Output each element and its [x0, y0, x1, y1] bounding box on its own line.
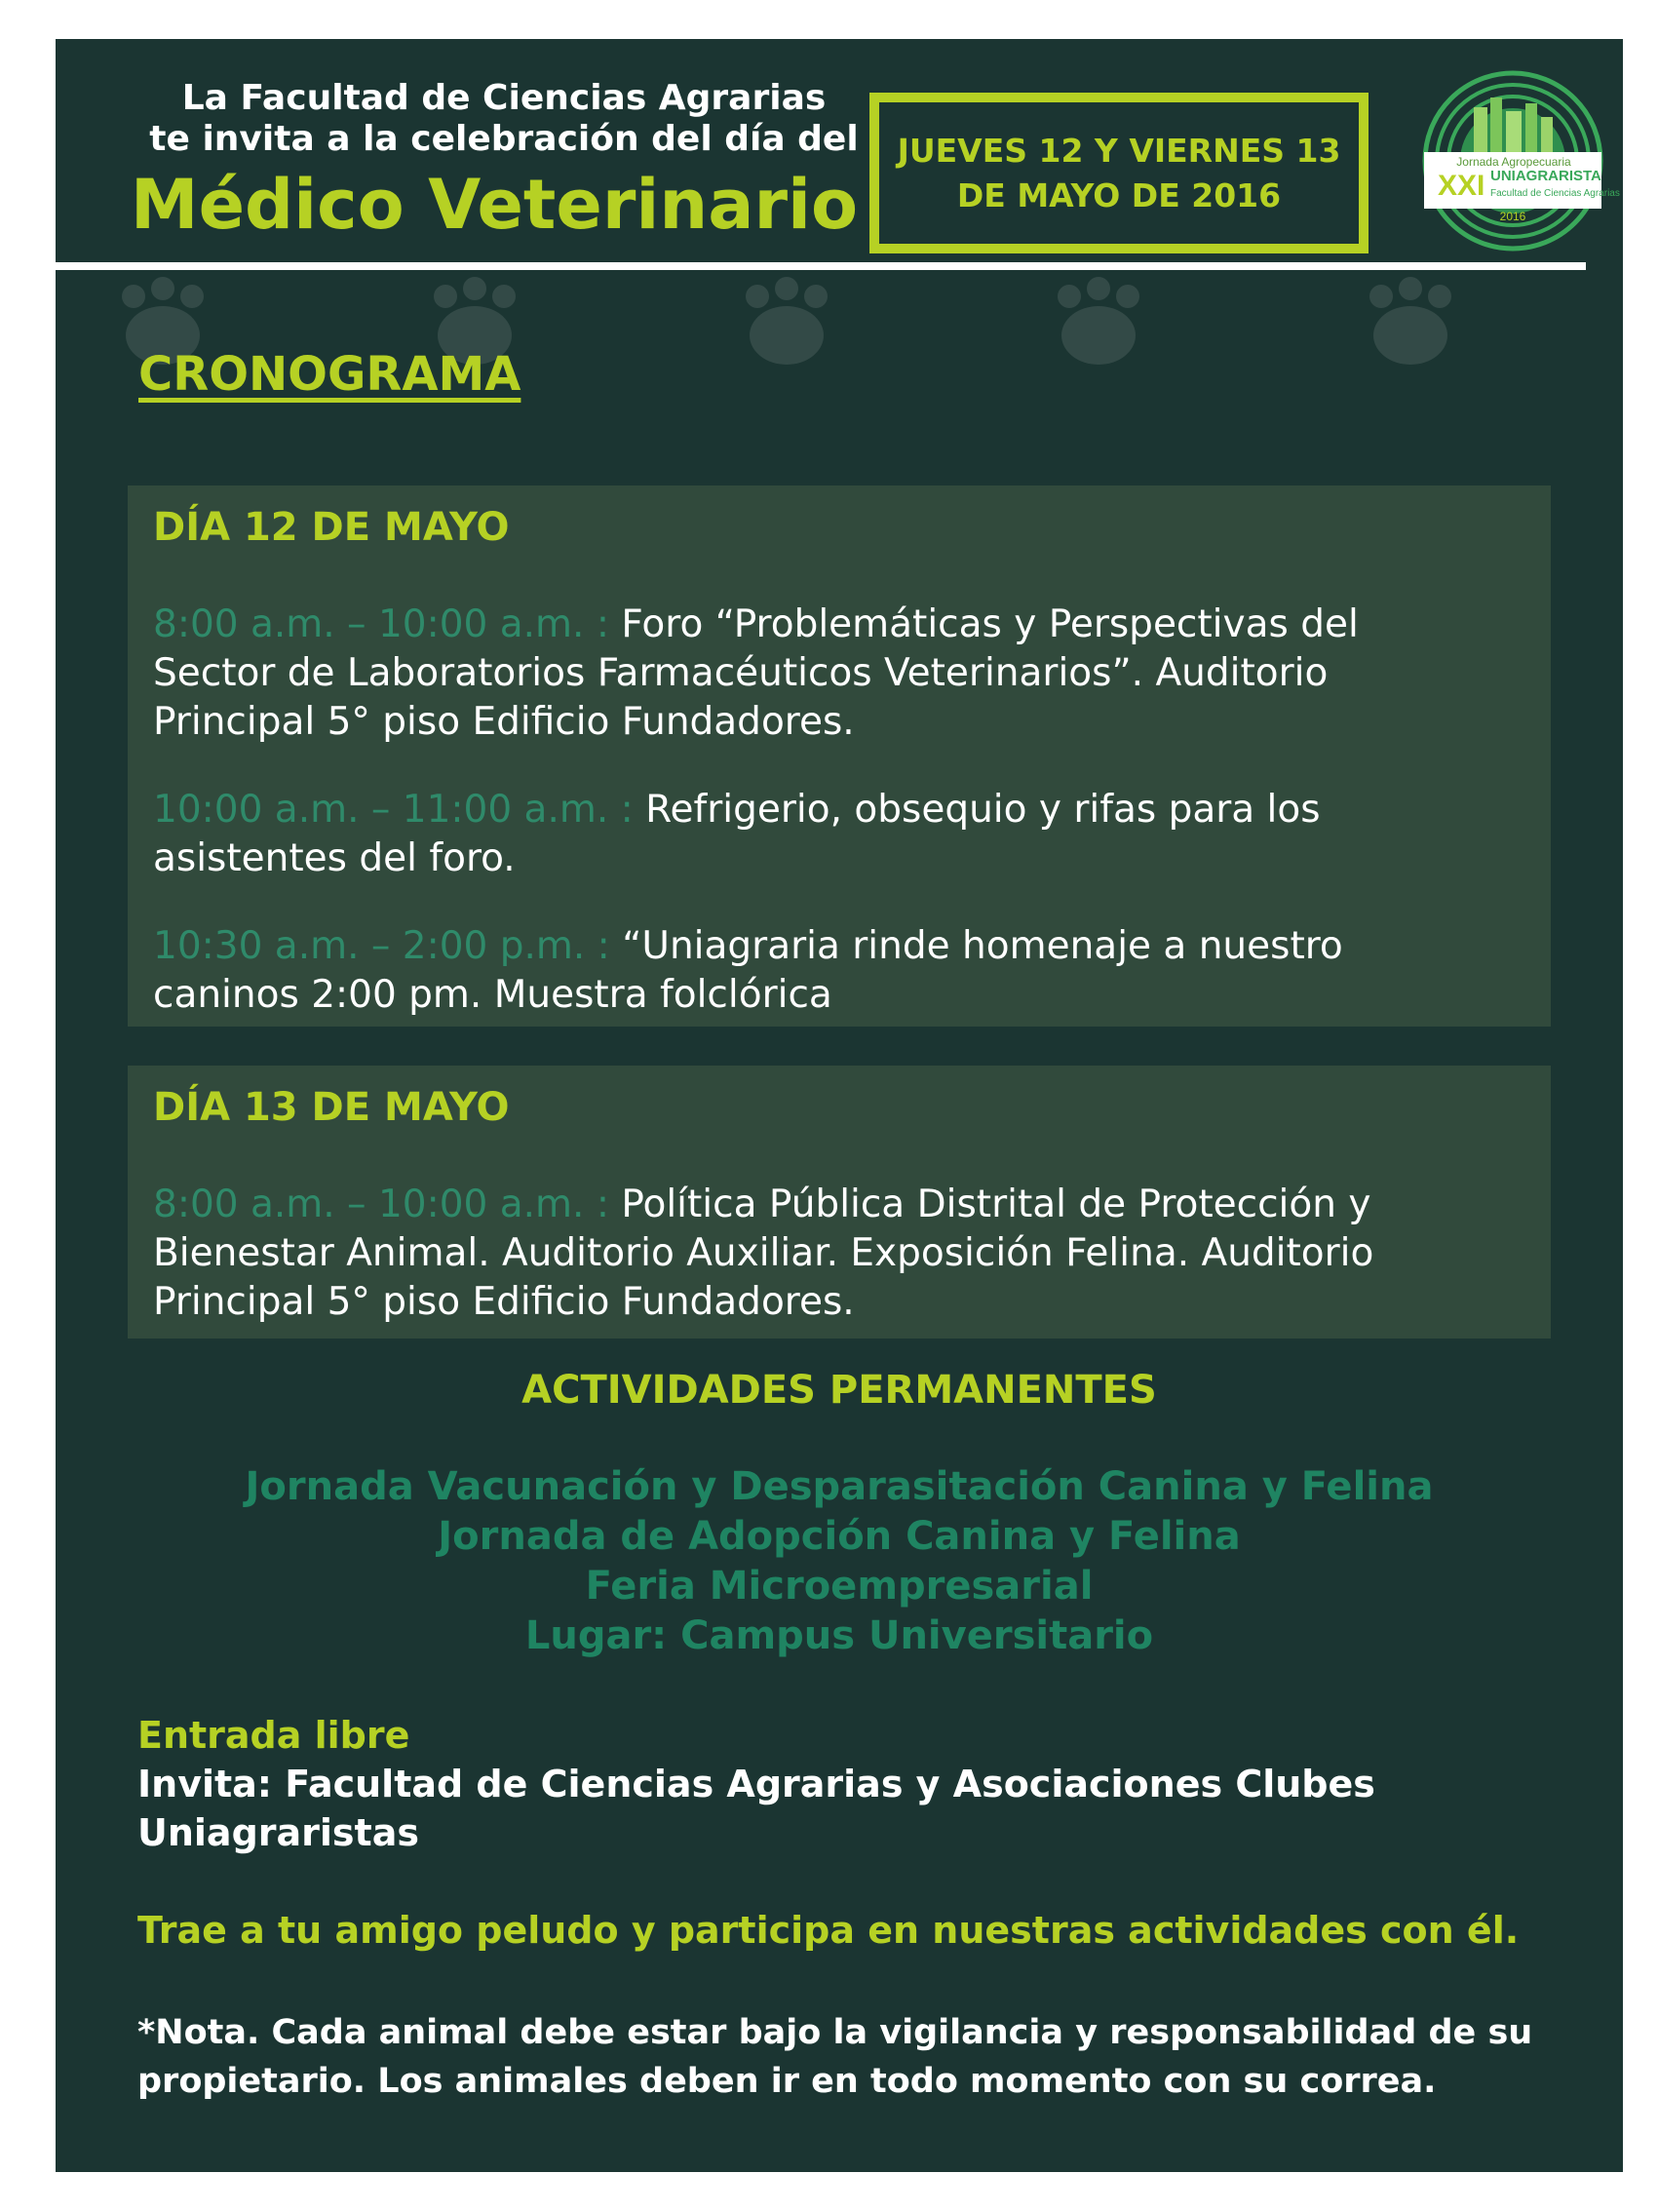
logo-line-1: Jornada Agropecuaria [1456, 155, 1571, 169]
event-time: 10:00 a.m. – 11:00 a.m. : [153, 788, 646, 832]
permanent-item: Jornada de Adopción Canina y Felina [438, 1514, 1241, 1559]
permanent-item: Lugar: Campus Universitario [524, 1613, 1154, 1658]
header-line-2: te invita a la celebración del día del [149, 119, 859, 159]
logo-line-3: Facultad de Ciencias Agrarias [1490, 188, 1620, 199]
permanent-item: Jornada Vacunación y Desparasitación Canina y Felina [245, 1464, 1434, 1509]
uniagrarista-logo [1420, 68, 1620, 253]
event-time: 8:00 a.m. – 10:00 a.m. : [153, 1183, 622, 1226]
event-text: Foro “Problemáticas y Perspectivas del Sector de Laboratorios Farmacéuticos Veterinarios”. Auditorio Principal 5° piso Edificio Fundadores. [153, 602, 1359, 744]
paw-silhouette-icon [1058, 277, 1139, 365]
trae-text: Trae a tu amigo peludo y participa en nuestras actividades con él. [137, 1909, 1520, 1952]
poster [56, 39, 1623, 2172]
event-text: “Uniagraria rinde homenaje a nuestro caninos 2:00 pm. Muestra folclórica [153, 924, 1343, 1017]
nota-text: *Nota. Cada animal debe estar bajo la vigilancia y responsabilidad de su propietario. Los animales deben ir en todo momento con su correa. [137, 2013, 1533, 2101]
event [139, 786, 1449, 883]
paw-silhouette-icon [1369, 277, 1451, 365]
permanent-list [56, 1462, 1623, 1661]
event [139, 1181, 1449, 1327]
permanent-item: Feria Microempresarial [585, 1564, 1094, 1609]
day-panel-13 [128, 1066, 1551, 1339]
header-divider [56, 262, 1586, 270]
header-line-1: La Facultad de Ciencias Agrarias [181, 78, 827, 118]
event-time: 8:00 a.m. – 10:00 a.m. : [153, 602, 622, 646]
entrada-libre: Entrada libre [137, 1714, 410, 1757]
event-text: Política Pública Distrital de Protección y Bienestar Animal. Auditorio Auxiliar. Exposición Felina. Auditorio Principal 5° piso Edificio Fundadores. [153, 1183, 1374, 1324]
section-title: CRONOGRAMA [138, 347, 521, 402]
event-text: Refrigerio, obsequio y rifas para los asistentes del foro. [153, 788, 1321, 880]
header-title: Médico Veterinario [130, 165, 859, 245]
permanent-title: ACTIVIDADES PERMANENTES [521, 1368, 1157, 1413]
logo-year: 2016 [1499, 210, 1526, 223]
invita-text: Invita: Facultad de Ciencias Agrarias y Asociaciones Clubes Uniagraristas [137, 1763, 1375, 1854]
day-panel-12 [128, 485, 1551, 1027]
event-time: 10:30 a.m. – 2:00 p.m. : [153, 924, 623, 968]
date-line-2: DE MAYO DE 2016 [956, 175, 1282, 214]
event [139, 922, 1449, 1020]
day-title: DÍA 13 DE MAYO [153, 1085, 510, 1130]
date-box [869, 93, 1369, 253]
event [139, 601, 1449, 747]
day-title: DÍA 12 DE MAYO [153, 505, 510, 550]
logo-roman: XXI [1438, 170, 1485, 202]
paw-silhouette-icon [746, 277, 828, 365]
logo-line-2: UNIAGRARISTA [1490, 168, 1601, 184]
date-line-1: JUEVES 12 Y VIERNES 13 [897, 131, 1341, 170]
